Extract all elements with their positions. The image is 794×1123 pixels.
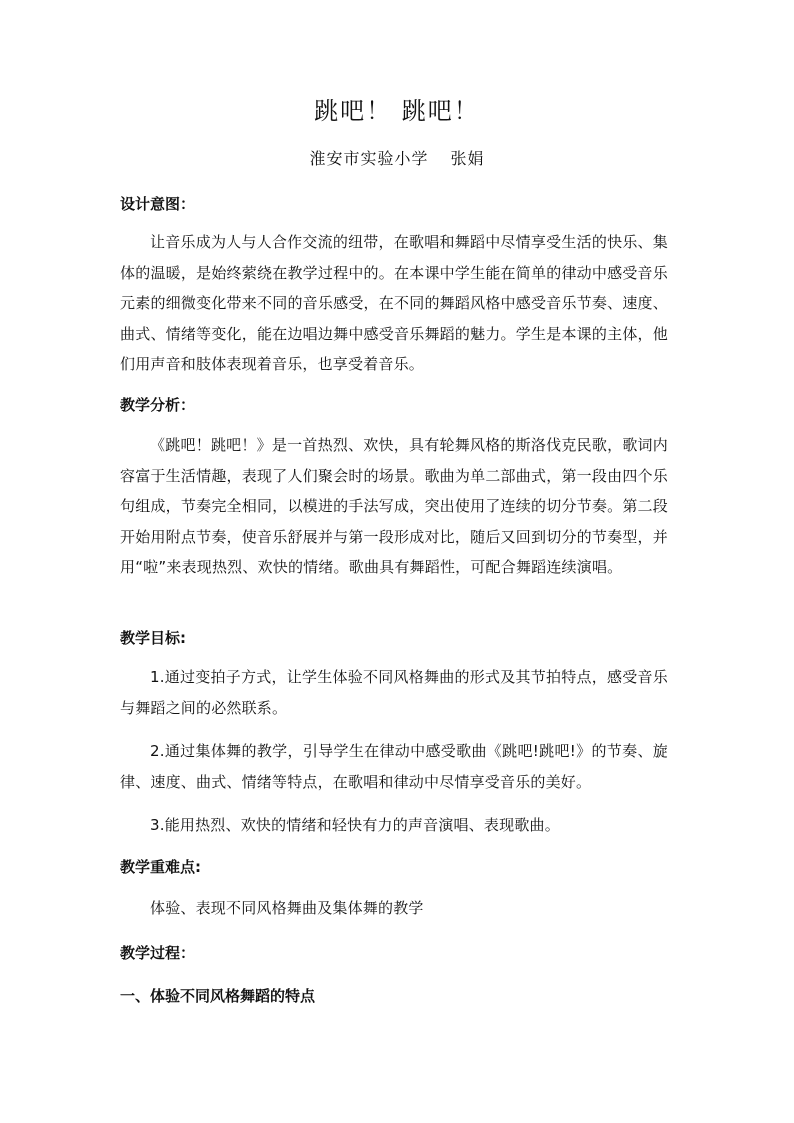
process-step-1: 一、体验不同风格舞蹈的特点 bbox=[120, 987, 316, 1005]
author-name: 张娟 bbox=[450, 149, 485, 168]
key-points-heading: 教学重难点: bbox=[120, 858, 201, 876]
school-name: 淮安市实验小学 bbox=[309, 149, 429, 168]
design-intent-heading: 设计意图： bbox=[120, 195, 196, 213]
author-line bbox=[0, 147, 794, 171]
goal-item-3: 3.能用热烈、欢快的情绪和轻快有力的声音演唱、表现歌曲。 bbox=[150, 816, 560, 834]
key-points-paragraph: 体验、表现不同风格舞曲及集体舞的教学 bbox=[150, 899, 424, 917]
goal-item-1: 1.通过变拍子方式，让学生体验不同风格舞曲的形式及其节拍特点，感受音乐与舞蹈之间的必然联系。 bbox=[120, 668, 668, 717]
goal-item-2: 2.通过集体舞的教学，引导学生在律动中感受歌曲《跳吧!跳吧!》的节奏、旋律、速度、曲式、情绪等特点，在歌唱和律动中尽情享受音乐的美好。 bbox=[120, 742, 668, 791]
goals-heading: 教学目标: bbox=[120, 629, 186, 647]
process-heading: 教学过程： bbox=[120, 944, 196, 962]
analysis-heading: 教学分析： bbox=[120, 396, 196, 414]
design-intent-paragraph: 让音乐成为人与人合作交流的纽带，在歌唱和舞蹈中尽情享受生活的快乐、集体的温暖，是始终萦绕在教学过程中的。在本课中学生能在简单的律动中感受音乐元素的细微变化带来不同的音乐感受，在不同的舞蹈风格中感受音乐节奏、速度、曲式、情绪等变化，能在边唱边舞中感受音乐舞蹈的魅力。学生是本课的主体，他们用声音和肢体表现着音乐，也享受着音乐。 bbox=[120, 233, 668, 374]
analysis-paragraph: 《跳吧！跳吧！》是一首热烈、欢快，具有轮舞风格的斯洛伐克民歌，歌词内容富于生活情趣，表现了人们聚会时的场景。歌曲为单二部曲式，第一段由四个乐句组成，节奏完全相同，以模进的手法写成，突出使用了连续的切分节奏。第二段开始用附点节奏，使音乐舒展并与第一段形成对比，随后又回到切分的节奏型，并用“啦”来表现热烈、欢快的情绪。歌曲具有舞蹈性，可配合舞蹈连续演唱。 bbox=[120, 436, 668, 577]
page-title: 跳吧！ 跳吧！ bbox=[314, 97, 480, 125]
